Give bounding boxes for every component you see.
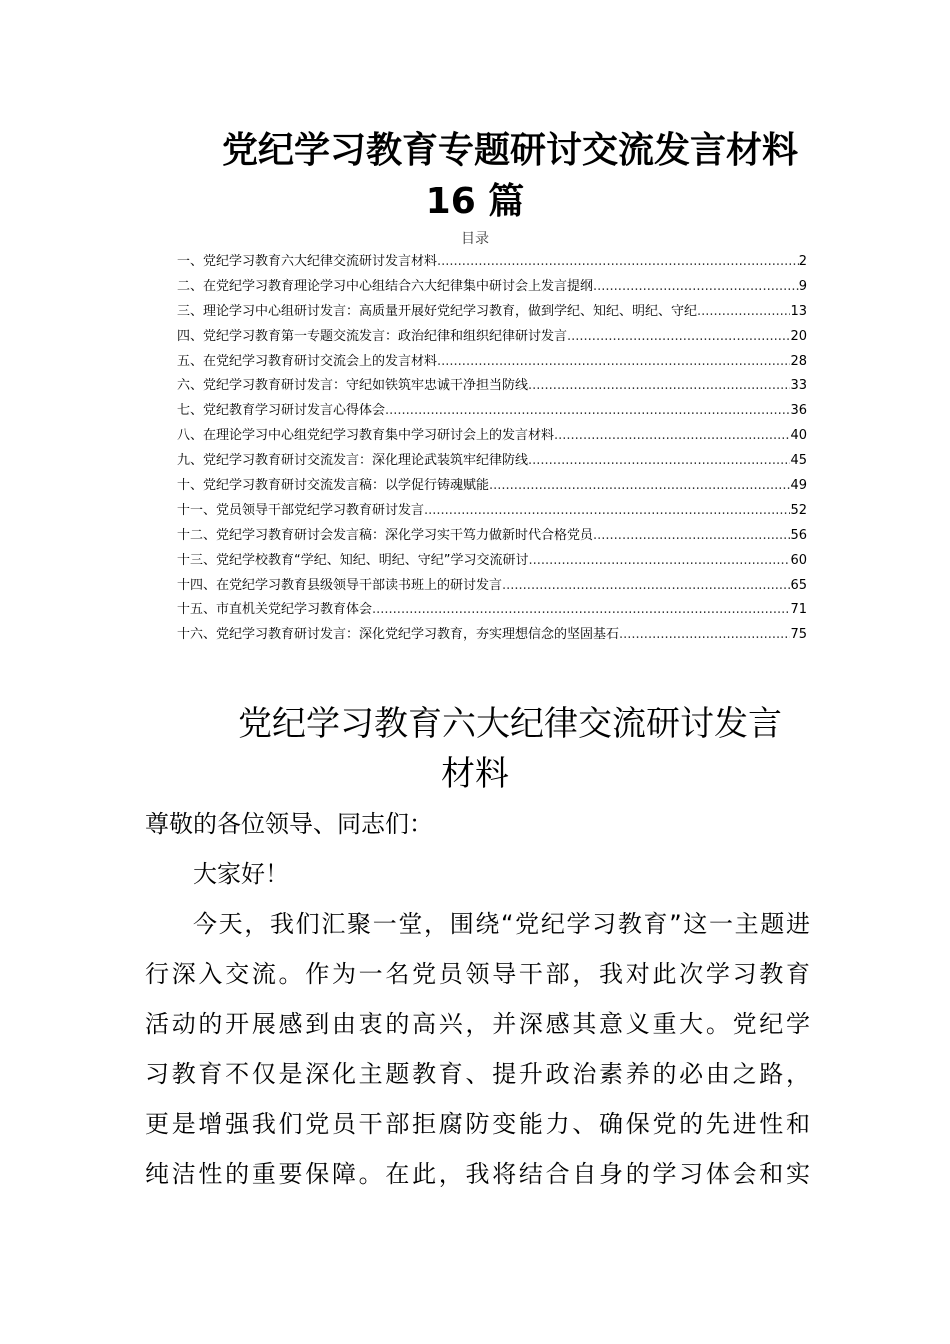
toc-entry-page: 36: [790, 403, 807, 419]
toc-entry-page: 33: [790, 378, 807, 394]
toc-entry-page: 2: [798, 254, 807, 269]
toc-entry[interactable]: [177, 300, 807, 325]
section-title-line2: 材料: [441, 754, 509, 794]
toc-entry[interactable]: [177, 499, 807, 524]
toc-entry-title: 十、党纪学习教育研讨交流发言稿：以学促行铸魂赋能: [177, 478, 490, 494]
toc-entry-title: 三、理论学习中心组研讨发言：高质量开展好党纪学习教育，做到学纪、知纪、明纪、守纪: [177, 303, 698, 319]
toc-entry[interactable]: [177, 399, 807, 424]
document-title-line2: 16 篇: [425, 181, 525, 222]
toc-entry[interactable]: [177, 374, 807, 399]
toc-entry[interactable]: [177, 474, 807, 499]
toc-entry[interactable]: [177, 449, 807, 474]
body-line: 纯洁性的重要保障。在此，我将结合自身的学习体会和实: [145, 1160, 810, 1188]
greeting: 大家好！: [193, 860, 289, 888]
body-line: 活动的开展感到由衷的高兴，并深感其意义重大。党纪学: [145, 1010, 810, 1038]
toc-entry-title: 一、党纪学习教育六大纪律交流研讨发言材料: [177, 254, 438, 269]
toc-entry[interactable]: [177, 325, 807, 350]
body-line: 行深入交流。作为一名党员领导干部，我对此次学习教育: [145, 960, 810, 988]
toc-entry-title: 十三、党纪学校教育“学纪、知纪、明纪、守纪”学习交流研讨: [177, 552, 529, 568]
toc-entry[interactable]: [177, 275, 807, 300]
body-line: 今天，我们汇聚一堂，围绕“党纪学习教育”这一主题进: [193, 910, 810, 938]
toc-entry-title: 十五、市直机关党纪学习教育体会: [177, 602, 373, 618]
toc-entry-page: 49: [790, 478, 807, 494]
toc-entry[interactable]: [177, 574, 807, 599]
toc-entry-page: 40: [790, 428, 807, 444]
toc-entry-title: 十二、党纪学习教育研讨会发言稿：深化学习实干笃力做新时代合格党员: [177, 527, 594, 543]
toc-entry-page: 9: [798, 278, 807, 294]
toc-entry-page: 13: [790, 303, 807, 319]
toc-heading: 目录: [461, 231, 489, 247]
toc-entry[interactable]: [177, 250, 807, 275]
toc-entry-title: 五、在党纪学习教育研讨交流会上的发言材料: [177, 353, 438, 369]
toc-entry[interactable]: [177, 598, 807, 623]
toc-entry-title: 九、党纪学习教育研讨交流发言：深化理论武装筑牢纪律防线: [177, 453, 529, 469]
document-title-line1: 党纪学习教育专题研讨交流发言材料: [221, 130, 798, 171]
body-line: 习教育不仅是深化主题教育、提升政治素养的必由之路，: [145, 1060, 810, 1088]
toc-entry-title: 六、党纪学习教育研讨发言：守纪如铁筑牢忠诚干净担当防线: [177, 378, 529, 394]
toc-entry-title: 八、在理论学习中心组党纪学习教育集中学习研讨会上的发言材料: [177, 428, 555, 444]
toc-entry-title: 十一、党员领导干部党纪学习教育研讨发言: [177, 502, 425, 518]
toc-entry-page: 65: [790, 577, 807, 593]
toc-entry[interactable]: [177, 623, 807, 648]
toc-entry[interactable]: [177, 424, 807, 449]
section-title-line1: 党纪学习教育六大纪律交流研讨发言: [238, 704, 782, 744]
toc-entry-title: 四、党纪学习教育第一专题交流发言：政治纪律和组织纪律研讨发言: [177, 328, 568, 344]
toc-entry-page: 71: [790, 602, 807, 618]
toc-entry-page: 20: [790, 328, 807, 344]
toc-entry-title: 七、党纪教育学习研讨发言心得体会: [177, 403, 386, 419]
toc-entry-page: 75: [790, 627, 807, 643]
toc-entry-title: 十六、党纪学习教育研讨发言：深化党纪学习教育，夯实理想信念的坚固基石: [177, 627, 620, 643]
toc-entry-page: 28: [790, 353, 807, 369]
toc-entry[interactable]: [177, 350, 807, 375]
body-line: 更是增强我们党员干部拒腐防变能力、确保党的先进性和: [145, 1110, 810, 1138]
salutation: 尊敬的各位领导、同志们：: [145, 810, 433, 838]
toc-entry[interactable]: [177, 549, 807, 574]
toc-entry-page: 56: [790, 527, 807, 543]
table-of-contents: [177, 250, 807, 648]
toc-entry[interactable]: [177, 524, 807, 549]
toc-entry-page: 52: [790, 502, 807, 518]
toc-entry-page: 45: [790, 453, 807, 469]
toc-entry-title: 十四、在党纪学习教育县级领导干部读书班上的研讨发言: [177, 577, 503, 593]
toc-entry-page: 60: [790, 552, 807, 568]
toc-entry-title: 二、在党纪学习教育理论学习中心组结合六大纪律集中研讨会上发言提纲: [177, 278, 594, 294]
